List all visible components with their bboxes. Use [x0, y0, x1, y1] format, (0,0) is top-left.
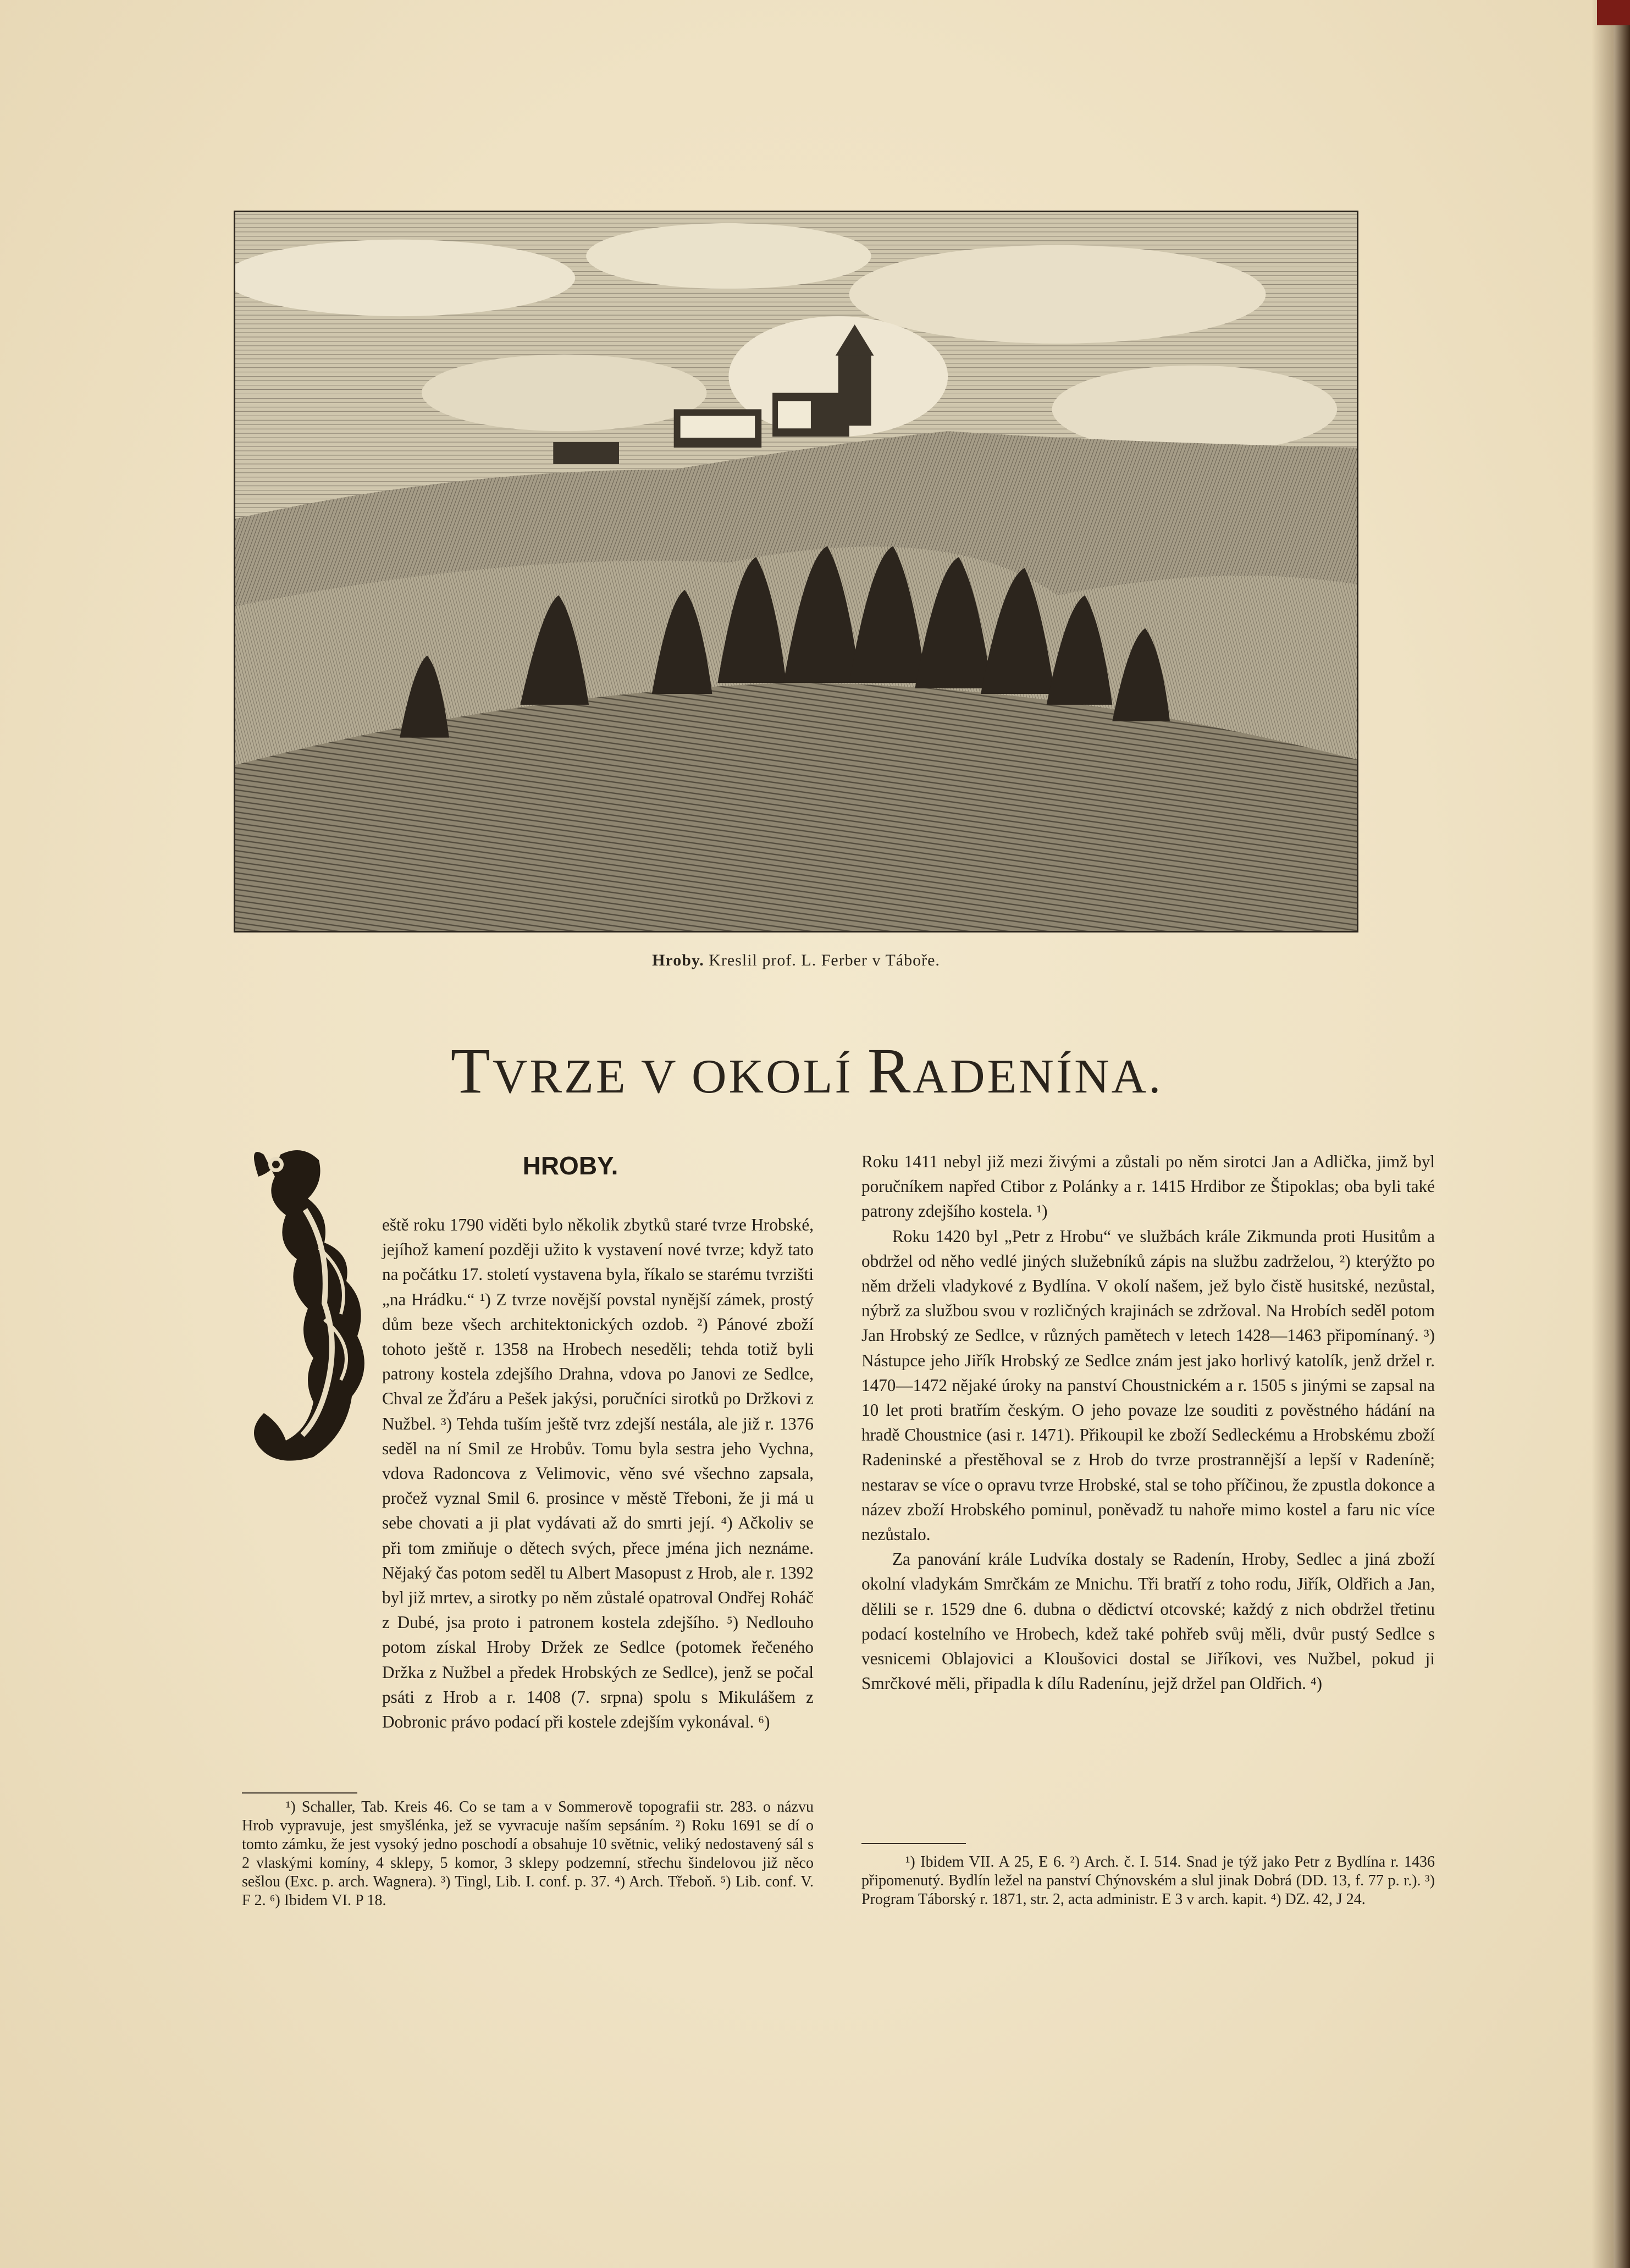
- left-column: [242, 1212, 814, 1734]
- title-cap-1: T: [450, 1035, 493, 1107]
- title-part-1: VRZE V OKOLÍ: [492, 1050, 868, 1103]
- left-footnotes: [242, 1798, 814, 1910]
- article-title: [0, 1034, 1614, 1108]
- corner-mark: [1597, 0, 1630, 25]
- right-footnotes-text: ¹) Ibidem VII. A 25, E 6. ²) Arch. č. I. 514. Snad je týž jako Petr z Bydlína r. 1436 připomenutý. Bydlín ležel na panství Chýnovském a slul jinak Dobrá (DD. 13, f. 77 p. r.). ³) Program Táborský r. 1871, str. 2, acta administr. E 3 v arch. kapit. ⁴) DZ. 42, J 24.: [861, 1853, 1435, 1908]
- title-cap-2: R: [867, 1035, 913, 1107]
- right-footnotes: [861, 1853, 1435, 1909]
- left-footnotes-text: ¹) Schaller, Tab. Kreis 46. Co se tam a v Sommerově topografii str. 283. o názvu Hrob vypravuje, jest smyšlénka, jež se vyvracuje naším sepsáním. ²) Roku 1691 se dí o tomto zámku, že jest vysoký jedno poschodí a obsahuje 10 světnic, veliký nedostavený sál s 2 vlaskými komíny, 4 sklepy, 5 komor, 3 sklepy podzemní, střechu šindelovou již něco sešlou (Exc. p. arch. Wagnera). ³) Tingl, Lib. I. conf. p. 37. ⁴) Arch. Třeboň. ⁵) Lib. conf. V. F 2. ⁶) Ibidem VI. P 18.: [242, 1798, 814, 1909]
- right-footnote-rule: [861, 1843, 966, 1844]
- right-paragraph-2: Roku 1420 byl „Petr z Hrobu“ ve službách krále Zikmunda proti Husitům a obdržel od něho vedlé jiných služebníků zápis na službu zadrželou, ²) kterýžto po něm drželi vladykové z Bydlína. V okolí našem, jež bylo čistě husitské, nezůstal, nýbrž za službou svou v rozličných krajinách se zdržoval. Na Hrobích seděl potom Jan Hrobský ze Sedlce, v různých pamětech v letech 1428—1463 připomínaný. ³) Nástupce jeho Jiřík Hrobský ze Sedlce znám jest jako horlivý katolík, jenž držel r. 1470—1472 nějaké úroky na panství Choustnickém a r. 1505 s jinými se zapsal na 10 let proti bratřím českým. O jeho povaze lze souditi z pověstného hádání na hradě Choustnice (asi r. 1471). Přikoupil ke zboží Sedleckému a Hrobskému zboží Radeninské a přestěhoval se z Hrob do tvrze prostrannější a lepší v Radeníně; nestarav se více o opravu tvrze Hrobské, stal se toho příčinou, že zpustla dokonce a název zboží Hrobského pominul, poněvadž tu nahoře mimo kostel a faru nic více nezůstalo.: [861, 1226, 1435, 1544]
- left-paragraph-1: eště roku 1790 viděti bylo několik zbytků staré tvrze Hrobské, jejíhož kamení později užito k vystavení nové tvrze; když tato na počátku 17. století vystavena byla, říkalo se starému tvrzišti „na Hrádku.“ ¹) Z tvrze novější povstal nynější zámek, prostý dům beze všech architektonických ozdob. ²) Pánové zboží tohoto ještě r. 1358 na Hrobech neseděli; tehda totiž byli patrony kostela zdejšího Drahna, vdova po Janovi ze Sedlce, Chval ze Žďáru a Pešek jakýsi, poručníci sirotků po Držkovi z Nužbel. ³) Tehda tuším ještě tvrz zdejší nestála, ale již r. 1376 seděl na ní Smil ze Hrobův. Tomu byla sestra jeho Vychna, vdova Radoncova z Velimovic, věno své všechno zapsala, pročež vyznal Smil 6. prosince v městě Třeboni, že ji má u sebe chovati a ji plat vydávati až do smrti její. ⁴) Ačkoliv se při tom zmiňuje o dětech svých, přece jména jich neznáme. Nějaký čas potom seděl tu Albert Masopust z Hrob, ale r. 1392 byl již mrtev, a sirotky po něm zůstalé opatroval Ondřej Roháč z Dubé, jsa proto i patronem kostela zdejšího. ⁵) Nedlouho potom získal Hroby Držek ze Sedlce (potomek řečeného Držka z Nužbel a předek Hrobských ze Sedlce), jenž se počal psáti z Hrob a r. 1408 (7. srpna) spolu s Mikulášem z Dobronic právo podací při kostele zdejším vykonával. ⁶): [382, 1215, 814, 1732]
- landscape-engraving: [234, 211, 1358, 932]
- landscape-engraving-art: [235, 212, 1357, 931]
- title-part-2: ADENÍNA.: [913, 1050, 1163, 1103]
- right-paragraph-1: Roku 1411 nebyl již mezi živými a zůstali po něm sirotci Jan a Adlička, jimž byl poručníkem napřed Ctibor z Polánky a r. 1415 Hrdibor ze Štipoklas; oba byli také patrony zdejšího kostela. ¹): [861, 1152, 1435, 1221]
- section-heading: HROBY.: [522, 1151, 618, 1180]
- right-column: [861, 1149, 1435, 1696]
- binding-shadow: [1592, 0, 1630, 2268]
- left-footnote-rule: [242, 1792, 357, 1794]
- caption-place: Hroby.: [652, 951, 704, 969]
- caption-credit: Kreslil prof. L. Ferber v Táboře.: [709, 951, 940, 969]
- right-paragraph-3: Za panování krále Ludvíka dostaly se Radenín, Hroby, Sedlec a jiná zboží okolní vladykám Smrčkám ze Mnichu. Tři bratří z toho rodu, Jiřík, Oldřich a Jan, dělili se r. 1529 dne 6. dubna o dědictví otcovské; každý z nich obdržel třetinu podací kostelního ve Hrobech, kdež také pohřeb svůj měli, dvůr pustý Sedlce s vesnicemi Oblajovici a Kloušovici dostal se Jiříkovi, ves Nužbel, pokud ji Smrčkové měli, připadla k dílu Radenínu, jejž držel pan Oldřich. ⁴): [861, 1549, 1435, 1693]
- illustration-caption: [234, 951, 1358, 970]
